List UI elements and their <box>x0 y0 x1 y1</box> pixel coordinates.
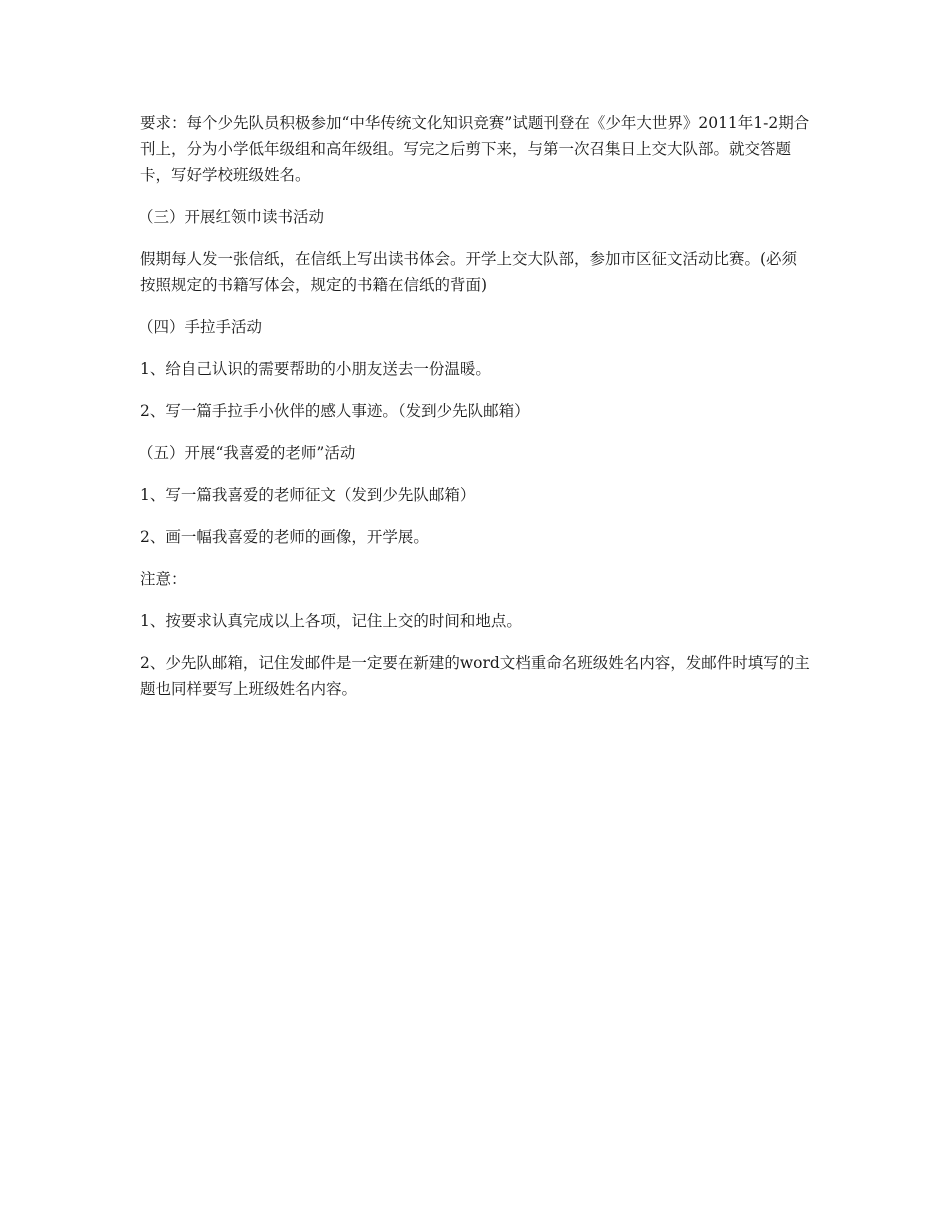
list-item: 1、写一篇我喜爱的老师征文（发到少先队邮箱） <box>140 486 476 504</box>
paragraph-reading: 假期每人发一张信纸，在信纸上写出读书体会。开学上交大队部，参加市区征文活动比赛。(必须按照规定的书籍写体会，规定的书籍在信纸的背面) <box>140 250 798 294</box>
section-heading-hand-in-hand: （四）手拉手活动 <box>138 318 263 336</box>
paragraph-requirements: 要求：每个少先队员积极参加“中华传统文化知识竞赛”试题刊登在《少年大世界》2011年1-2期合刊上，分为小学低年级组和高年级组。写完之后剪下来，与第一次召集日上交大队部。就交答题卡，写好学校班级姓名。 <box>140 114 810 184</box>
list-item: 2、画一幅我喜爱的老师的画像，开学展。 <box>140 528 429 546</box>
notice-heading: 注意： <box>140 570 187 588</box>
list-item: 1、按要求认真完成以上各项，记住上交的时间和地点。 <box>140 612 522 630</box>
section-heading-reading: （三）开展红领巾读书活动 <box>138 208 325 226</box>
list-item: 2、写一篇手拉手小伙伴的感人事迹。（发到少先队邮箱） <box>140 402 530 420</box>
list-item: 2、少先队邮箱，记住发邮件是一定要在新建的word文档重命名班级姓名内容，发邮件时填写的主题也同样要写上班级姓名内容。 <box>140 654 810 698</box>
list-item: 1、给自己认识的需要帮助的小朋友送去一份温暖。 <box>140 360 491 378</box>
section-heading-teacher: （五）开展“我喜爱的老师”活动 <box>138 444 356 462</box>
document-body <box>140 110 812 718</box>
